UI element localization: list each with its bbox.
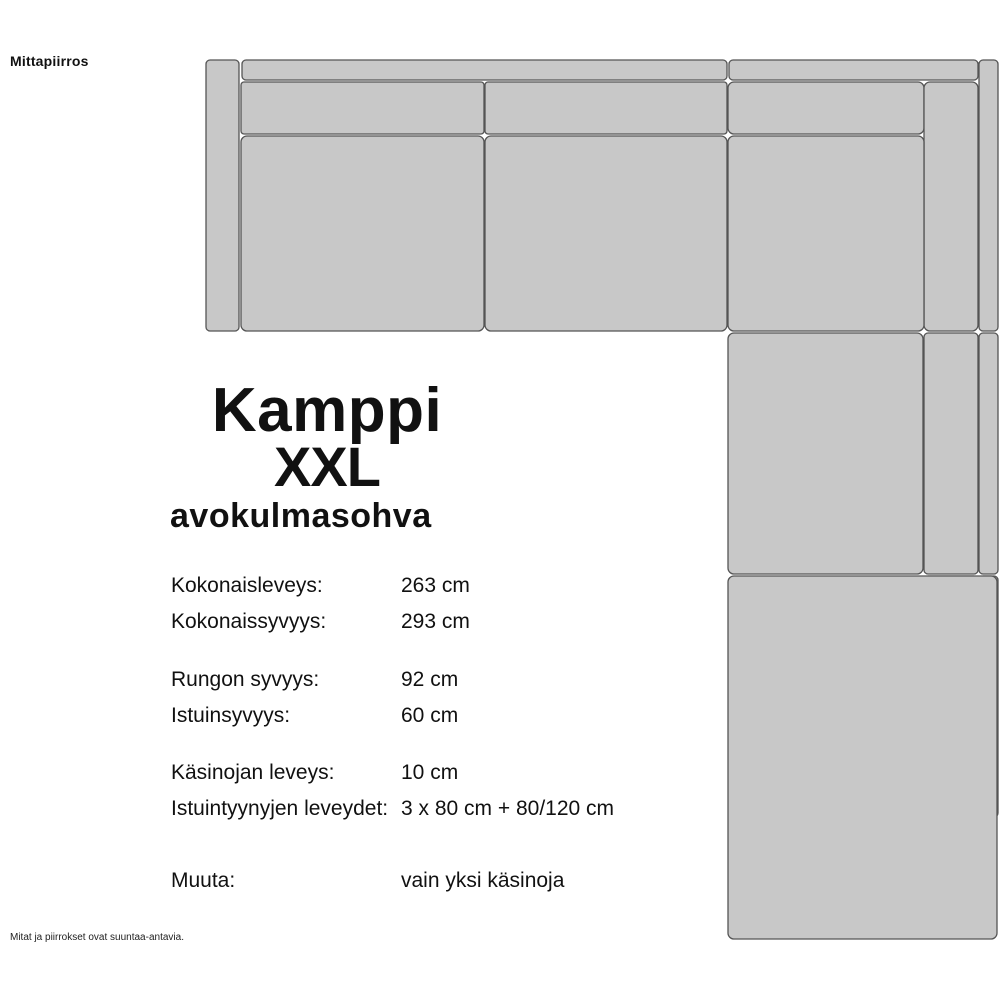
spec-label: Istuinsyvyys: [171, 704, 291, 727]
spec-label: Kokonaissyvyys: [171, 610, 327, 633]
seat-cushion-corner [728, 136, 924, 331]
spec-label: Kokonaisleveys: [171, 574, 323, 597]
spec-row [171, 795, 631, 823]
spec-label: Istuintyynyjen leveydet: [171, 797, 389, 820]
spec-value: 263 cm [401, 574, 470, 597]
spec-label: Rungon syvyys: [171, 668, 320, 691]
disclaimer: Mitat ja piirrokset ovat suuntaa-antavia. [10, 932, 184, 943]
spec-value: 3 x 80 cm + 80/120 cm [401, 797, 615, 820]
spec-value: 92 cm [401, 668, 459, 691]
seat-cushion-2 [485, 136, 727, 331]
back-cushion-1 [241, 82, 484, 134]
spec-row [171, 572, 631, 600]
spec-row [171, 666, 631, 694]
back-cushion-3 [728, 82, 924, 134]
back-cushion-side-1 [924, 333, 978, 574]
product-type: avokulmasohva [170, 497, 432, 535]
spec-label: Käsinojan leveys: [171, 761, 335, 784]
spec-row [171, 867, 631, 895]
spec-row [171, 759, 631, 787]
backrest-side-middle [979, 333, 998, 574]
product-model: XXL [274, 435, 380, 498]
backrest-top-right [729, 60, 978, 80]
back-cushion-corner [924, 82, 978, 331]
spec-value: 293 cm [401, 610, 470, 633]
spec-value: 10 cm [401, 761, 459, 784]
spec-value: vain yksi käsinoja [401, 869, 565, 892]
spec-label: Muuta: [171, 869, 236, 892]
spec-row [171, 608, 631, 636]
backrest-side-upper [979, 60, 998, 331]
left-armrest [206, 60, 239, 331]
back-cushion-2 [485, 82, 727, 134]
seat-cushion-side-1 [728, 333, 923, 574]
drawing-label: Mittapiirros [10, 53, 89, 69]
spec-value: 60 cm [401, 704, 459, 727]
seat-cushion-chaise [728, 576, 997, 939]
product-name: Kamppi [211, 376, 443, 445]
spec-row [171, 702, 631, 730]
backrest-top-left [242, 60, 727, 80]
seat-cushion-1 [241, 136, 484, 331]
